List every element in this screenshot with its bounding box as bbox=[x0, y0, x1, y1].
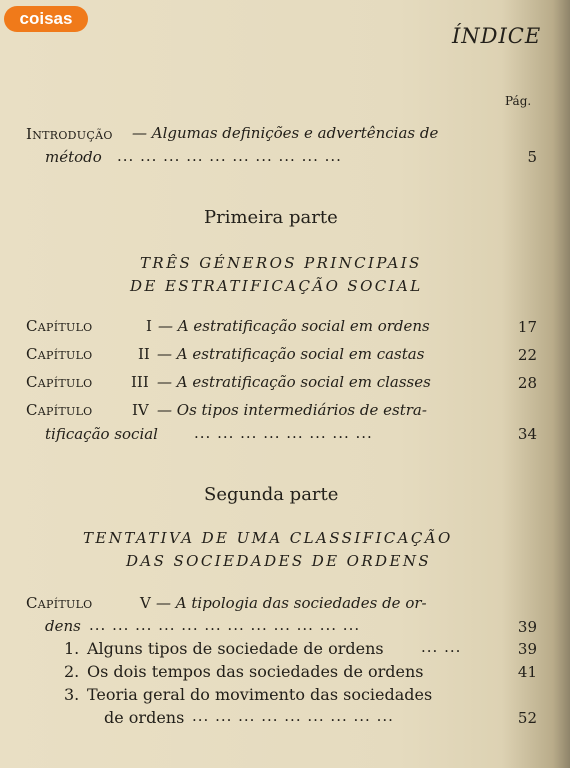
intro-label: Introdução bbox=[26, 125, 113, 143]
chapter-label: Capítulo bbox=[26, 373, 93, 391]
chapter-leader-dots: ... ... ... ... ... ... ... ... bbox=[194, 424, 373, 442]
section-title: Teoria geral do movimento das sociedades bbox=[87, 685, 433, 704]
section-leader-dots: ... ... ... ... ... ... ... ... ... bbox=[192, 707, 394, 725]
chapter-label: Capítulo bbox=[26, 594, 93, 612]
intro-leader-dots: ... ... ... ... ... ... ... ... ... ... bbox=[117, 147, 342, 165]
part1-subtitle-line1: TRÊS GÉNEROS PRINCIPAIS bbox=[140, 254, 422, 272]
part2-subtitle-line2: DAS SOCIEDADES DE ORDENS bbox=[126, 552, 432, 570]
section-number: 1. bbox=[64, 639, 80, 658]
section-number: 3. bbox=[64, 685, 80, 704]
page-column-label: Pág. bbox=[505, 94, 532, 108]
chapter-page-number: 34 bbox=[517, 425, 537, 443]
intro-title-cont: método bbox=[45, 148, 102, 166]
section-title-cont: de ordens bbox=[104, 708, 185, 727]
chapter-page-number: 22 bbox=[517, 346, 537, 364]
chapter-title: — A estratificação social em castas bbox=[157, 345, 425, 363]
chapter-title: — A estratificação social em classes bbox=[157, 373, 431, 391]
chapter-numeral: III bbox=[131, 373, 149, 391]
chapter-label: Capítulo bbox=[26, 345, 93, 363]
chapter-leader-dots: ... ... ... ... ... ... ... ... ... ... ... ... bbox=[89, 616, 361, 634]
part1-heading: Primeira parte bbox=[204, 207, 338, 228]
section-page-number: 39 bbox=[517, 640, 537, 658]
chapter-page-number: 39 bbox=[517, 618, 537, 636]
section-title: Os dois tempos das sociedades de ordens bbox=[87, 662, 424, 681]
chapter-numeral: V bbox=[140, 594, 151, 612]
chapter-title: — A tipologia das sociedades de or- bbox=[156, 594, 427, 612]
chapter-title-cont: dens bbox=[45, 617, 81, 635]
part1-subtitle-line2: DE ESTRATIFICAÇÃO SOCIAL bbox=[130, 277, 423, 295]
section-page-number: 52 bbox=[517, 709, 537, 727]
chapter-numeral: IV bbox=[132, 401, 149, 419]
part2-heading: Segunda parte bbox=[204, 484, 339, 505]
chapter-page-number: 28 bbox=[517, 374, 537, 392]
chapter-title: — A estratificação social em ordens bbox=[158, 317, 430, 335]
chapter-label: Capítulo bbox=[26, 317, 93, 335]
chapter-title: — Os tipos intermediários de estra- bbox=[157, 401, 427, 419]
section-leader-dots: ... ... bbox=[421, 638, 462, 656]
index-title: ÍNDICE bbox=[452, 24, 542, 48]
intro-page-number: 5 bbox=[527, 148, 537, 166]
watermark-badge: coisas bbox=[4, 6, 88, 32]
chapter-title-cont: tificação social bbox=[45, 425, 158, 443]
chapter-numeral: II bbox=[138, 345, 150, 363]
chapter-label: Capítulo bbox=[26, 401, 93, 419]
part2-subtitle-line1: TENTATIVA DE UMA CLASSIFICAÇÃO bbox=[83, 529, 453, 547]
chapter-page-number: 17 bbox=[517, 318, 537, 336]
section-title: Alguns tipos de sociedade de ordens bbox=[87, 639, 384, 658]
section-page-number: 41 bbox=[517, 663, 537, 681]
intro-title: — Algumas definições e advertências de bbox=[132, 124, 439, 142]
section-number: 2. bbox=[64, 662, 80, 681]
chapter-numeral: I bbox=[146, 317, 152, 335]
